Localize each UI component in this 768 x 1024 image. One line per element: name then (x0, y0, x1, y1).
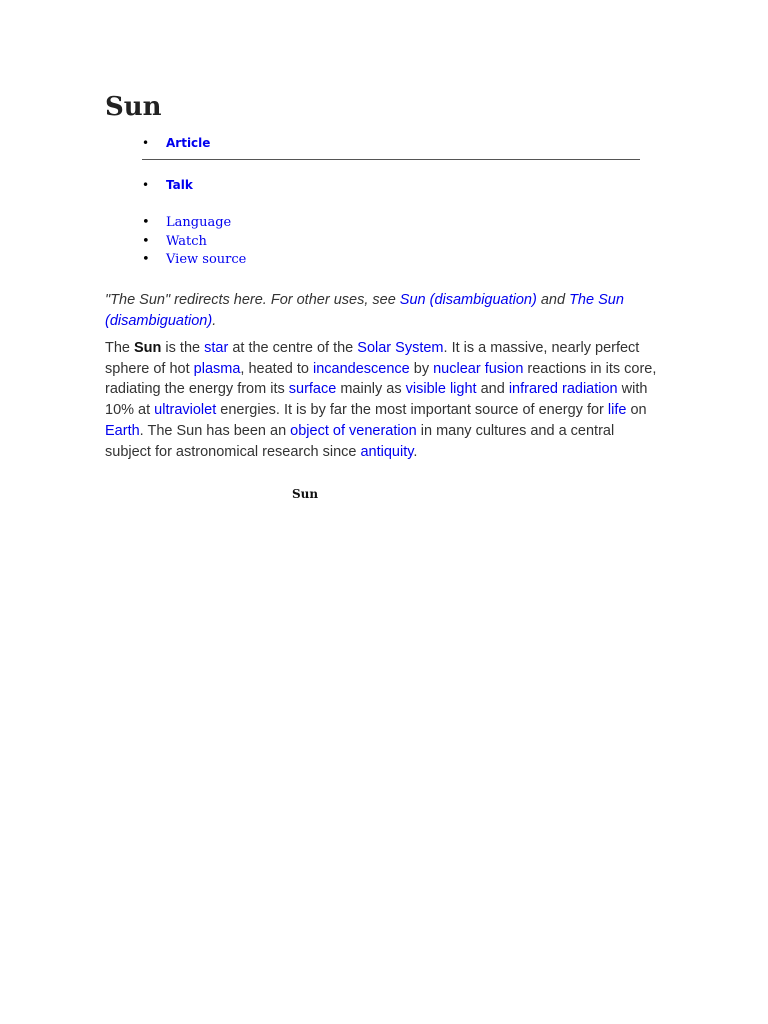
lead-text: and (476, 381, 509, 398)
language-link[interactable]: Language (166, 215, 232, 230)
lead-text: mainly as (336, 381, 406, 398)
lead-paragraph (105, 338, 660, 462)
lead-text: by (409, 360, 434, 377)
lead-text: . The Sun has been an (139, 422, 291, 439)
incandescence-link[interactable]: incandescence (312, 360, 410, 377)
life-link[interactable]: life (607, 402, 627, 419)
sun-disambiguation-link[interactable]: Sun (disambiguation) (399, 292, 537, 308)
hatnote-prefix: "The Sun" redirects here. For other uses, see (105, 292, 400, 308)
surface-link[interactable]: surface (288, 381, 337, 398)
tab-article-link[interactable]: Article (166, 136, 211, 150)
namespace-tabs (142, 132, 640, 196)
lead-text: on (626, 402, 647, 419)
lead-text: , heated to (240, 360, 313, 377)
the-sun-disambiguation-link[interactable]: The Sun (disambiguation) (105, 292, 624, 329)
view-source-link[interactable]: View source (166, 252, 247, 267)
star-link[interactable]: star (204, 340, 229, 356)
ultraviolet-link[interactable]: ultraviolet (154, 402, 217, 419)
visible-light-link[interactable]: visible light (405, 381, 477, 398)
lead-text: at the centre of the (228, 340, 358, 356)
tab-talk (142, 174, 640, 196)
nuclear-fusion-link[interactable]: nuclear fusion (433, 360, 524, 377)
tab-talk-link[interactable]: Talk (166, 178, 193, 192)
watch-link[interactable]: Watch (166, 233, 207, 249)
action-list (142, 214, 246, 270)
lead-text: . It is a massive, nearly perfect sphere of hot (105, 340, 640, 377)
page-actions (142, 214, 246, 270)
action-language (142, 214, 246, 233)
object-of-veneration-link[interactable]: object of veneration (290, 422, 417, 439)
lead-text: energies. It is by far the most important source of energy for (216, 402, 608, 419)
page-title: Sun (105, 92, 162, 122)
hatnote-suffix: . (212, 312, 217, 329)
lead-text: reactions in its core, radiating the energy from its (105, 360, 657, 398)
tab-article (142, 132, 640, 154)
infrared-radiation-link[interactable]: infrared radiation (508, 381, 618, 398)
action-view-source (142, 251, 246, 270)
lead-text: . (413, 443, 418, 460)
antiquity-link[interactable]: antiquity (360, 443, 414, 460)
hatnote (105, 290, 655, 331)
plasma-link[interactable]: plasma (193, 360, 241, 377)
lead-text: is the (161, 340, 205, 356)
solar-system-link[interactable]: Solar System (357, 340, 444, 356)
hatnote-middle: and (536, 292, 570, 308)
tab-list-secondary (142, 174, 640, 196)
lead-text: with 10% at (105, 381, 648, 419)
lead-bold-term: Sun (134, 340, 162, 356)
tab-divider (142, 159, 640, 160)
infobox-caption: Sun (291, 487, 319, 501)
tab-list-primary (142, 132, 640, 154)
earth-link[interactable]: Earth (105, 422, 140, 439)
lead-text: in many cultures and a central subject for astronomical research since (105, 422, 615, 460)
lead-text: The (105, 340, 135, 356)
action-watch (142, 233, 246, 252)
